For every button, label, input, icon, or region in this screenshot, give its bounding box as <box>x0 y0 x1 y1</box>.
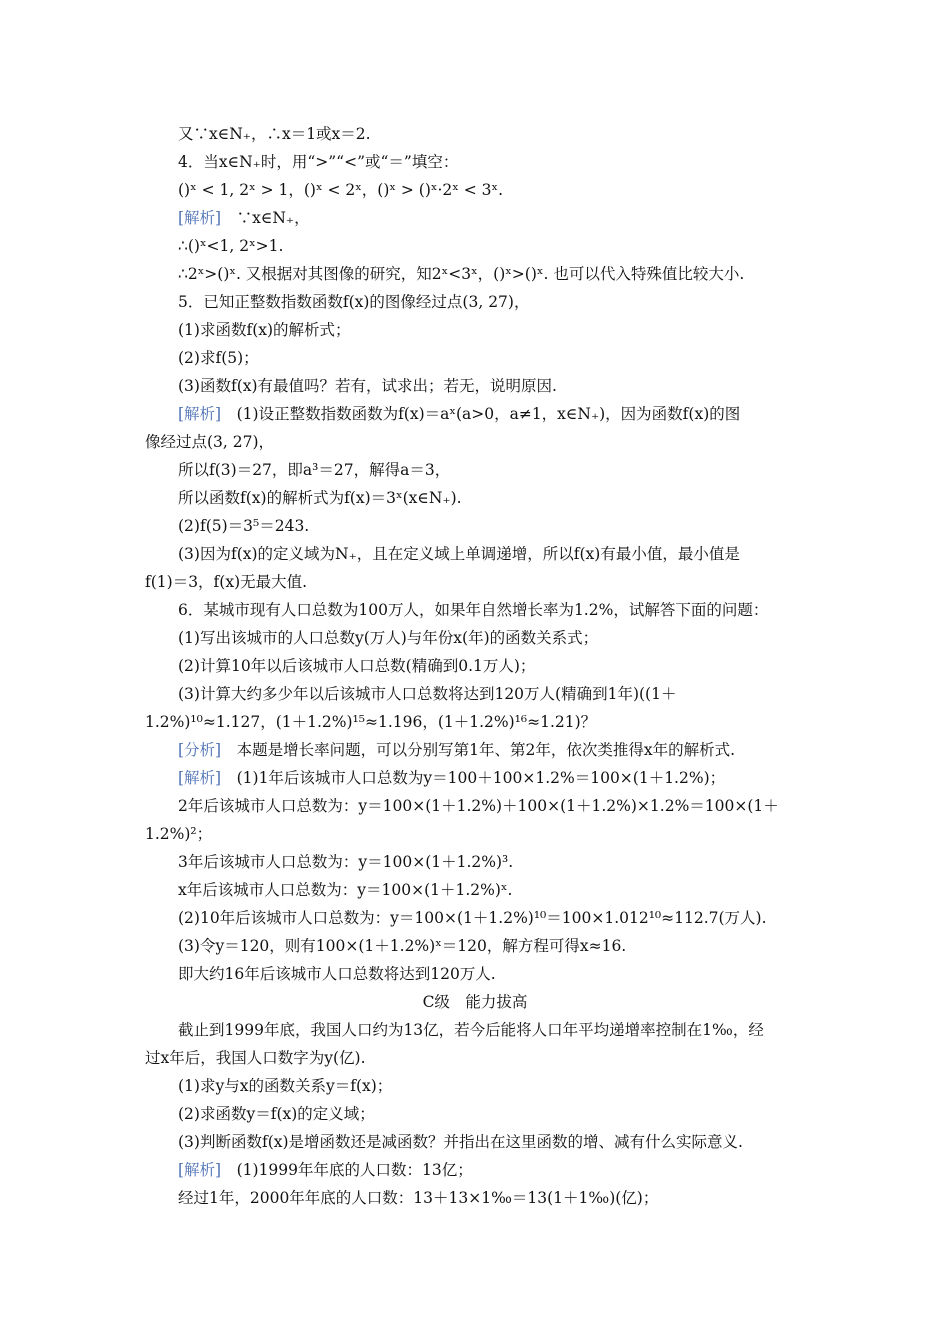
text-line <box>178 236 905 256</box>
text-line <box>178 908 905 928</box>
line-text: (3)令y＝120，则有100×(1＋1.2%)ˣ＝120，解方程可得x≈16. <box>178 937 627 955</box>
text-line <box>178 600 905 620</box>
line-text: (2)f(5)＝3⁵＝243. <box>178 517 310 535</box>
line-text: (3)函数f(x)有最值吗？若有，试求出；若无，说明原因. <box>178 377 557 395</box>
text-line <box>178 656 905 676</box>
line-text: 1.2%)¹⁰≈1.127，(1＋1.2%)¹⁵≈1.196，(1＋1.2%)¹⁶≈1.21)？ <box>145 713 597 731</box>
line-text: 即大约16年后该城市人口总数将达到120万人. <box>178 965 496 983</box>
text-line <box>178 180 905 200</box>
line-text: ()ˣ < 1, 2ˣ > 1，()ˣ < 2ˣ，()ˣ > ()ˣ·2ˣ < 3ˣ. <box>178 181 504 199</box>
line-text: 1.2%)²； <box>145 825 213 843</box>
line-text: (1)设正整数指数函数为f(x)＝aˣ(a>0，a≠1，x∈N₊)，因为函数f(x)的图 <box>236 405 741 423</box>
text-line <box>178 1132 905 1152</box>
text-line <box>178 292 905 312</box>
line-text: 所以函数f(x)的解析式为f(x)＝3ˣ(x∈N₊). <box>178 489 462 507</box>
text-line <box>178 768 905 788</box>
text-line <box>145 712 905 732</box>
line-text: ∴2ˣ>()ˣ. 又根据对其图像的研究，知2ˣ<3ˣ，()ˣ>()ˣ. 也可以代入特殊值比较大小. <box>178 265 745 283</box>
text-line <box>178 1160 905 1180</box>
text-line <box>178 152 905 172</box>
text-line <box>178 1020 905 1040</box>
line-text: (1)写出该城市的人口总数y(万人)与年份x(年)的函数关系式； <box>178 629 599 647</box>
line-text: 2年后该城市人口总数为：y＝100×(1＋1.2%)＋100×(1＋1.2%)×1.2%＝100×(1＋ <box>178 797 779 815</box>
line-text: (2)求f(5)； <box>178 349 259 367</box>
line-text: 4．当x∈N₊时，用“>”“<”或“＝”填空： <box>178 153 459 171</box>
line-text: 5．已知正整数指数函数f(x)的图像经过点(3, 27)， <box>178 293 530 311</box>
text-line <box>178 544 905 564</box>
text-line <box>178 1076 905 1096</box>
text-line <box>145 432 905 452</box>
section-tag: [解析] <box>178 405 237 423</box>
text-line <box>178 348 905 368</box>
section-tag: [解析] <box>178 1161 237 1179</box>
line-text: (2)求函数y＝f(x)的定义域； <box>178 1105 375 1123</box>
text-line <box>178 1104 905 1124</box>
text-line <box>178 684 905 704</box>
text-line <box>145 1048 905 1068</box>
text-line <box>0 992 950 1012</box>
text-line <box>178 852 905 872</box>
line-text: (3)因为f(x)的定义域为N₊，且在定义域上单调递增，所以f(x)有最小值，最小值是 <box>178 545 740 563</box>
line-text: ∵x∈N₊， <box>236 209 310 227</box>
text-line <box>178 1188 905 1208</box>
text-line <box>178 628 905 648</box>
line-text: (1)求y与x的函数关系y＝f(x)； <box>178 1077 393 1095</box>
text-line <box>178 964 905 984</box>
text-line <box>178 124 905 144</box>
line-text: 过x年后，我国人口数字为y(亿). <box>145 1049 366 1067</box>
line-text: (1)1年后该城市人口总数为y＝100＋100×1.2%＝100×(1＋1.2%)； <box>236 769 726 787</box>
line-text: 截止到1999年底，我国人口约为13亿，若今后能将人口年平均递增率控制在1‰，经 <box>178 1021 764 1039</box>
section-tag: [分析] <box>178 741 237 759</box>
text-line <box>178 404 905 424</box>
line-text: (3)计算大约多少年以后该城市人口总数将达到120万人(精确到1年)((1＋ <box>178 685 677 703</box>
text-line <box>178 516 905 536</box>
line-text: (3)判断函数f(x)是增函数还是减函数？并指出在这里函数的增、减有什么实际意义. <box>178 1133 743 1151</box>
line-text: f(1)＝3，f(x)无最大值. <box>145 573 308 591</box>
line-text: 又∵x∈N₊，∴x＝1或x＝2. <box>178 125 371 143</box>
text-line <box>178 376 905 396</box>
text-line <box>178 460 905 480</box>
line-text: 3年后该城市人口总数为：y＝100×(1＋1.2%)³. <box>178 853 514 871</box>
text-line <box>145 824 905 844</box>
text-line <box>145 572 905 592</box>
line-text: (2)计算10年以后该城市人口总数(精确到0.1万人)； <box>178 657 536 675</box>
text-line <box>178 208 905 228</box>
text-line <box>178 880 905 900</box>
text-line <box>178 264 905 284</box>
line-text: 6．某城市现有人口总数为100万人，如果年自然增长率为1.2%，试解答下面的问题： <box>178 601 769 619</box>
line-text: ∴()ˣ<1, 2ˣ>1. <box>178 237 284 255</box>
section-tag: [解析] <box>178 769 237 787</box>
text-line <box>178 936 905 956</box>
section-tag: [解析] <box>178 209 237 227</box>
text-line <box>178 740 905 760</box>
line-text: (1)1999年年底的人口数：13亿； <box>236 1161 473 1179</box>
text-line <box>178 488 905 508</box>
line-text: 本题是增长率问题，可以分别写第1年、第2年，依次类推得x年的解析式. <box>236 741 736 759</box>
line-text: x年后该城市人口总数为：y＝100×(1＋1.2%)ˣ. <box>178 881 513 899</box>
line-text: (1)求函数f(x)的解析式； <box>178 321 351 339</box>
line-text: 像经过点(3, 27)， <box>145 433 275 451</box>
line-text: 所以f(3)＝27，即a³＝27，解得a＝3， <box>178 461 451 479</box>
text-line <box>178 320 905 340</box>
line-text: (2)10年后该城市人口总数为：y＝100×(1＋1.2%)¹⁰＝100×1.012¹⁰≈112.7(万人). <box>178 909 767 927</box>
line-text: C级 能力拔高 <box>422 993 528 1011</box>
text-line <box>178 796 905 816</box>
line-text: 经过1年，2000年年底的人口数：13＋13×1‰＝13(1＋1‰)(亿)； <box>178 1189 659 1207</box>
